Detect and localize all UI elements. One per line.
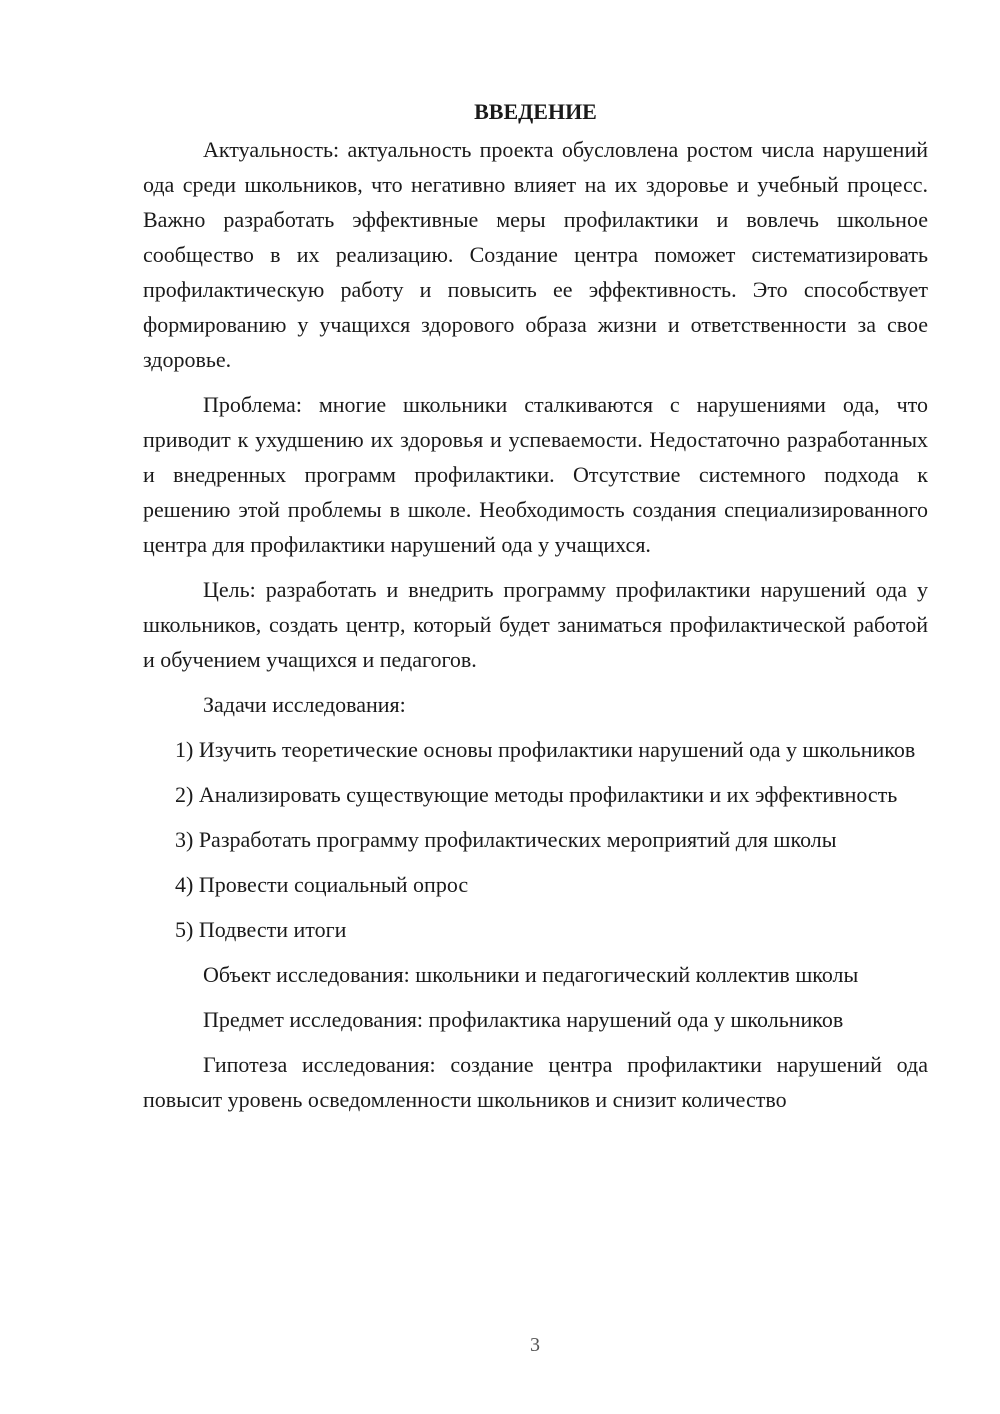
subject-paragraph: Предмет исследования: профилактика нарушений ода у школьников — [203, 1007, 844, 1032]
problem-paragraph: Проблема: многие школьники сталкиваются с нарушениями ода, что приводит к ухудшению их здоровья и успеваемости. Недостаточно разработанных и внедренных программ профилактики. Отсутствие системного подхода к решению этой проблемы в школе. Необходимость создания специализированного центра для профилактики нарушений ода у учащихся. — [143, 392, 928, 557]
task-item-3: 3) Разработать программу профилактических мероприятий для школы — [175, 827, 837, 852]
hypothesis-paragraph: Гипотеза исследования: создание центра профилактики нарушений ода повысит уровень осведомленности школьников и снизит количество — [143, 1052, 928, 1112]
task-item-5: 5) Подвести итоги — [175, 917, 347, 942]
task-item-4: 4) Провести социальный опрос — [175, 872, 469, 897]
goal-paragraph: Цель: разработать и внедрить программу профилактики нарушений ода у школьников, создать центр, который будет заниматься профилактической работой и обучением учащихся и педагогов. — [143, 577, 928, 672]
page-number: 3 — [530, 1334, 540, 1356]
task-item-1: 1) Изучить теоретические основы профилактики нарушений ода у школьников — [175, 737, 916, 762]
section-title: ВВЕДЕНИЕ — [474, 99, 597, 124]
relevance-paragraph: Актуальность: актуальность проекта обусловлена ростом числа нарушений ода среди школьников, что негативно влияет на их здоровье и учебный процесс. Важно разработать эффективные меры профилактики и вовлечь школьное сообщество в их реализацию. Создание центра поможет систематизировать профилактическую работу и повысить ее эффективность. Это способствует формированию у учащихся здорового образа жизни и ответственности за свое здоровье. — [143, 137, 928, 372]
page-content — [143, 96, 928, 1127]
object-paragraph: Объект исследования: школьники и педагогический коллектив школы — [203, 962, 859, 987]
task-item-2: 2) Анализировать существующие методы профилактики и их эффективность — [175, 782, 898, 807]
tasks-heading: Задачи исследования: — [203, 692, 406, 717]
